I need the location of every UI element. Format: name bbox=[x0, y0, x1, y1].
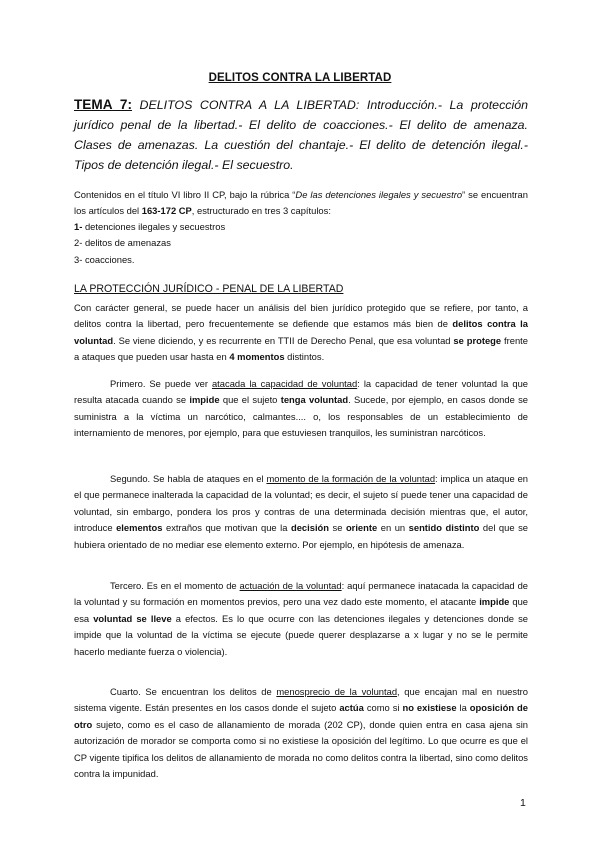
paragraph-text: como si bbox=[363, 702, 403, 714]
bold-text: no existiese bbox=[402, 702, 457, 714]
tema-heading bbox=[74, 95, 528, 175]
paragraph-cuarto bbox=[74, 684, 528, 782]
bold-text: impide bbox=[189, 394, 220, 406]
intro-articles: 163-172 CP bbox=[141, 205, 192, 217]
paragraph-text: . Sucede, por ejemplo, en casos donde se suministra a la víctima un narcótico, calmantes.... o, los responsables de un establecimiento de internamiento de menores, por ejemplo, para que estuviesen tranquilos, les suministran narcóticos. bbox=[74, 394, 529, 439]
paragraph-primero bbox=[74, 376, 528, 442]
list-item-number: 3- bbox=[74, 253, 83, 265]
bold-text: sentido distinto bbox=[408, 522, 480, 534]
paragraph-text: distintos. bbox=[284, 351, 325, 363]
list-item-number: 2- bbox=[74, 237, 83, 249]
list-item-text: delitos de amenazas bbox=[82, 237, 171, 249]
intro-text: , estructurado en tres 3 capítulos: bbox=[191, 205, 331, 217]
list-item bbox=[74, 252, 528, 268]
paragraph-text: Tercero. Es en el momento de bbox=[110, 580, 240, 591]
bold-text: se protege bbox=[453, 334, 502, 346]
document-title: DELITOS CONTRA LA LIBERTAD bbox=[208, 72, 392, 84]
list-item-number: 1- bbox=[74, 221, 83, 232]
paragraph-text: extraños que motivan que la bbox=[162, 522, 291, 534]
bold-text: 4 momentos bbox=[229, 351, 285, 363]
paragraph-text: que esa bbox=[74, 596, 528, 624]
paragraph-text: que el sujeto bbox=[219, 394, 281, 406]
list-item bbox=[74, 219, 528, 235]
bold-text: oriente bbox=[345, 522, 378, 534]
paragraph-text: del que se hubiera orientado de no mediar ese elemento externo. Por ejemplo, en hipótesis de amenaza. bbox=[74, 522, 528, 550]
paragraph-tercero bbox=[74, 578, 528, 660]
underlined-text: menosprecio de la voluntad bbox=[276, 686, 398, 697]
underlined-text: atacada la capacidad de voluntad bbox=[211, 378, 358, 389]
intro-text: ” se encuentran los artículos del bbox=[74, 189, 528, 217]
bold-text: actúa bbox=[339, 702, 364, 714]
paragraph-general bbox=[74, 300, 528, 366]
paragraph-text: : implica un ataque en el que permanece inalterada la capacidad de la voluntad; es decir, el sujeto sí puede tener una capacidad de voluntad, sin embargo, pondera los pros y contras de una determinada decisión mientras que, el autor, introduce bbox=[74, 473, 528, 534]
paragraph-text: : aquí permanece inatacada la capacidad de la voluntad y su formación en momentos previos, pero una vez dado este momento, el atacante bbox=[74, 580, 528, 608]
chapter-list bbox=[74, 219, 528, 268]
paragraph-text: . Se viene diciendo, y es recurrente en TTII de Derecho Penal, que esa voluntad bbox=[113, 334, 454, 346]
bold-text: decisión bbox=[290, 522, 329, 534]
paragraph-text: Con carácter general, se puede hacer un análisis del bien jurídico protegido que se refiere, por tanto, a delitos contra la libertad, pero frecuentemente se defiende que estamos más bien de bbox=[74, 302, 528, 330]
paragraph-text: sujeto, como es el caso de allanamiento de morada (202 CP), donde quien entra en casa ajena sin autorización de morador se comporta como si no existiese la oposición del legítimo. Lo que ocurre es que el CP vigente tipifica los delitos de allanamiento de morada no como delitos contra la libertad, sino como delitos contra la impunidad. bbox=[74, 718, 528, 780]
paragraph-text: : la capacidad de tener voluntad la que resulta atacada cuando se bbox=[74, 378, 528, 406]
paragraph-text: se bbox=[329, 522, 346, 534]
paragraph-text: la bbox=[456, 702, 470, 714]
bold-text: tenga voluntad bbox=[280, 394, 349, 406]
bold-text: voluntad se lleve bbox=[93, 612, 172, 624]
bold-text: oposición de otro bbox=[74, 702, 528, 730]
paragraph-text: frente a ataques que pueden usar hasta en bbox=[74, 334, 528, 363]
bold-text: delitos contra la voluntad bbox=[74, 318, 528, 346]
list-item-text: coacciones. bbox=[82, 253, 135, 265]
paragraph-text: , que encajan mal en nuestro sistema vigente. Están presentes en los casos donde el sujeto bbox=[74, 686, 529, 714]
underlined-text: momento de la formación de la voluntad bbox=[266, 473, 436, 484]
list-item-text: detenciones ilegales y secuestros bbox=[82, 221, 226, 232]
tema-label: TEMA 7: bbox=[74, 97, 132, 112]
tema-text: DELITOS CONTRA A LA LIBERTAD: Introducción.- La protección jurídico penal de la libertad.- El delito de coacciones.- El delito de amenaza. Clases de amenazas. La cuestión del chantaje.- El delito de detención ilegal.- Tipos de detención ilegal.- El secuestro. bbox=[74, 98, 528, 172]
paragraph-segundo bbox=[74, 471, 528, 553]
intro-text: Contenidos en el título VI libro II CP, bajo la rúbrica “ bbox=[74, 189, 296, 200]
underlined-text: actuación de la voluntad bbox=[239, 580, 342, 591]
paragraph-text: a efectos. Es lo que ocurre con las detenciones ilegales y detenciones donde se impide que la voluntad de la víctima se ejecute (puede querer desplazarse a x lugar y no se le permite hacerlo mediante fuerza o violencia). bbox=[74, 612, 528, 657]
paragraph-text: en un bbox=[377, 522, 409, 534]
paragraph-text: Primero. Se puede ver bbox=[110, 378, 212, 389]
section-heading: LA PROTECCIÓN JURÍDICO - PENAL DE LA LIBERTAD bbox=[74, 283, 344, 295]
intro-paragraph bbox=[74, 187, 528, 220]
bold-text: impide bbox=[479, 596, 510, 608]
list-item bbox=[74, 235, 528, 251]
paragraph-text: Segundo. Se habla de ataques en el bbox=[110, 473, 267, 484]
intro-rubric: De las detenciones ilegales y secuestro bbox=[295, 189, 463, 200]
page-number: 1 bbox=[520, 797, 526, 809]
paragraph-text: Cuarto. Se encuentran los delitos de bbox=[110, 686, 277, 697]
bold-text: elementos bbox=[116, 522, 163, 534]
